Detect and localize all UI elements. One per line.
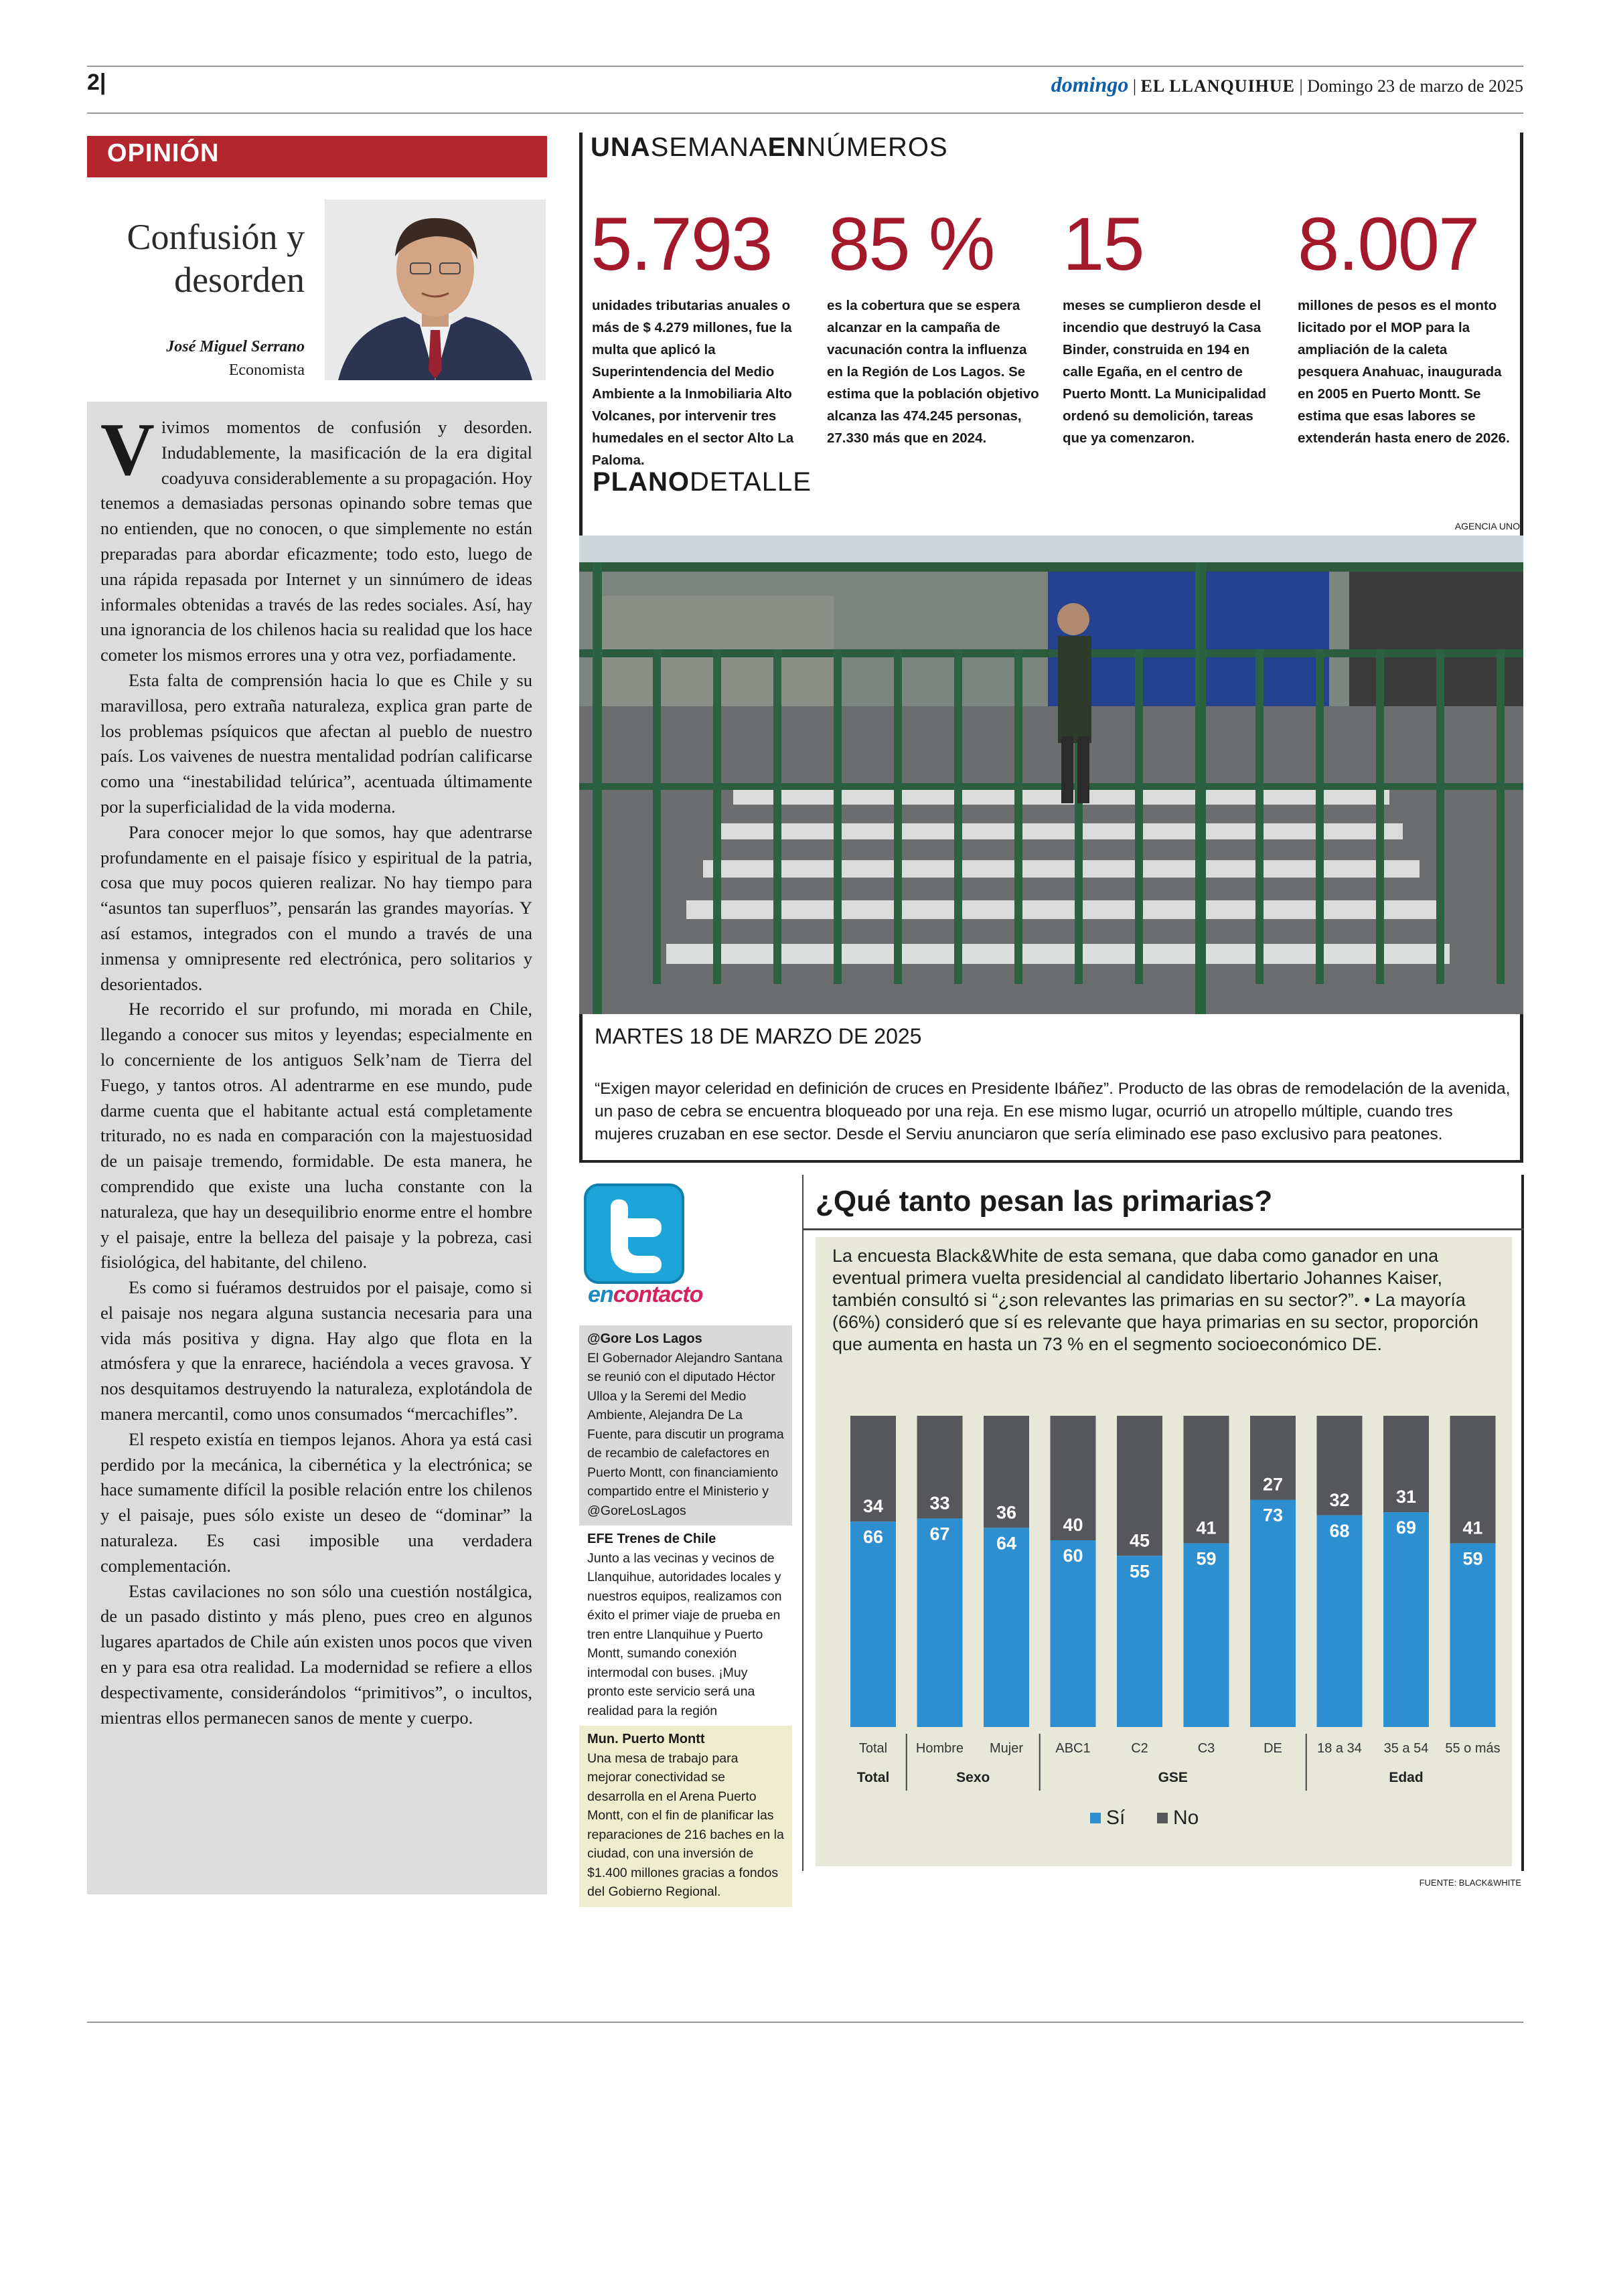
group-label: Edad [1389, 1770, 1424, 1785]
twitter-icon [584, 1183, 684, 1284]
brand-logo-text: domingo [1051, 72, 1129, 96]
contact-item [579, 1325, 792, 1526]
plano-detalle-title: PLANODETALLE [593, 467, 812, 497]
category-tick-label: C3 [1197, 1741, 1215, 1756]
bar-no-value-label: 32 [1329, 1489, 1350, 1510]
opinion-paragraph: Esta falta de comprensión hacia lo que es Chile y su maravillosa, pero extraña naturaleza, explica gran parte de los problemas psíquicos que afectan al pueblo de nuestro país. Los vaivenes de nuestra mentalidad podrían calificarse como una “inestabilidad telúrica”, acentuada últimamente por la superficialidad de la vida moderna. [100, 669, 532, 817]
chart-intro-text: La encuesta Black&White de esta semana, que daba como ganador en una eventual primera vuelta presidencial al candidato libertario Johannes Kaiser, también consultó si “¿son relevantes las primarias en su sector?”. • La mayoría (66%) consideró que sí es relevante que haya primarias en su sector, proporción que aumenta en hasta un 73 % en el segmento socioeconómico DE. [832, 1246, 1479, 1354]
opinion-body-panel [87, 402, 547, 1894]
twitter-t-glyph [587, 1186, 682, 1281]
bar-si-value-label: 59 [1196, 1548, 1217, 1569]
bar-si-value-label: 59 [1462, 1548, 1483, 1569]
opinion-title-line1: Confusión y [127, 217, 305, 257]
category-tick-label: 35 a 54 [1383, 1741, 1429, 1756]
contact-handle: EFE Trenes de Chile [587, 1532, 716, 1546]
en-contacto-title: encontacto [588, 1282, 703, 1307]
legend-swatch [1157, 1813, 1168, 1823]
stat-desc-1: unidades tributarias anuales o más de $ 4.279 millones, fue la multa que aplicó la Superintendencia del Medio Ambiente a la Inmobiliaria Alto Volcanes, por intervenir tres humedales en el sector Alto La Paloma. [592, 298, 794, 468]
stat-number-4: 8.007 [1298, 202, 1479, 286]
category-tick-label: Mujer [989, 1741, 1024, 1756]
header-top-rule [87, 66, 1523, 67]
contact-text: El Gobernador Alejandro Santana se reunió con el diputado Héctor Ulloa y la Seremi del Medio Ambiente, Alejandra De La Fuente, para discutir un programa de recambio de calefactores en Puerto Montt, con financiamiento compartido entre el Ministerio y @GoreLosLagos [587, 1350, 784, 1518]
opinion-paragraph: Para conocer mejor lo que somos, hay que adentrarse profundamente en el paisaje físico y espiritual de la patria, cosa que muy pocos quieren realizar. No hay tiempo para “asuntos tan superfluos”, pensarán las grandes mayorías. Y así estamos, integrados con el mundo a través de una inmensa y omnipresente red electrónica, pero solitarios y desorientados. [100, 821, 532, 994]
week-in-numbers-title: UNASEMANAENNÚMEROS [591, 133, 948, 162]
bar-si-segment [984, 1528, 1029, 1727]
opinion-author-role: Economista [228, 361, 305, 379]
bar-si-value-label: 60 [1063, 1546, 1083, 1566]
group-label: Sexo [956, 1770, 990, 1785]
category-tick-label: C2 [1131, 1741, 1148, 1756]
opinion-title-line2: desorden [174, 260, 305, 300]
group-label: GSE [1158, 1770, 1188, 1785]
newspaper-name: EL LLANQUIHUE [1140, 76, 1296, 96]
bar-si-value-label: 67 [929, 1524, 950, 1544]
bar-no-value-label: 41 [1196, 1518, 1217, 1538]
author-portrait [325, 199, 546, 380]
stat-desc-2: es la cobertura que se espera alcanzar en la campaña de vacunación contra la influenza en la Región de Los Lagos. Se estima que la población objetivo alcanza las 474.245 personas, 27.330 más que en 2024. [827, 298, 1039, 446]
contact-item [579, 1526, 792, 1726]
drop-cap: V [100, 408, 155, 491]
stat-number-2: 85 % [828, 202, 994, 286]
plano-detalle-date: MARTES 18 DE MARZO DE 2025 [595, 1024, 922, 1048]
author-portrait-illustration [325, 199, 546, 380]
header-separator: | [1132, 76, 1137, 96]
bar-si-value-label: 73 [1262, 1505, 1284, 1526]
street-crossing-photo [579, 536, 1523, 1014]
bar-si-value-label: 66 [862, 1527, 884, 1548]
primarias-bar-chart [816, 1399, 1512, 1854]
bar-si-segment [1450, 1544, 1496, 1727]
bar-no-value-label: 33 [929, 1493, 950, 1513]
chart-title: ¿Qué tanto pesan las primarias? [816, 1185, 1273, 1218]
bar-si-segment [850, 1522, 896, 1727]
legend-swatch [1090, 1813, 1101, 1823]
bar-si-value-label: 64 [996, 1533, 1017, 1554]
stat-desc-4: millones de pesos es el monto licitado por el MOP para la ampliación de la caleta pesquera Anahuac, inaugurada en 2005 en Puerto Montt. Se estima que esas labores se extenderán hasta enero de 2026. [1298, 298, 1510, 446]
bar-no-value-label: 34 [862, 1496, 884, 1517]
photo-credit: AGENCIA UNO [1454, 521, 1520, 531]
category-tick-label: 55 o más [1445, 1741, 1501, 1756]
opinion-paragraph: Es como si fuéramos destruidos por el paisaje, como si el paisaje nos negara alguna sustancia necesaria para una vida más positiva y digna. Hay algo que flota en la atmósfera y que la enrarece, haciéndola a veces gravosa. Y nos desquitamos destruyendo la naturaleza, explotándola de manera mercantil, como unos consumados “mercachifles”. [100, 1277, 532, 1424]
bar-si-segment [1250, 1500, 1296, 1727]
bar-no-value-label: 41 [1462, 1518, 1483, 1538]
category-tick-label: ABC1 [1055, 1741, 1091, 1756]
plano-detalle-caption: “Exigen mayor celeridad en definición de cruces en Presidente Ibáñez”. Producto de las obras de remodelación de la avenida, un paso de cebra se encuentra bloqueado por una reja. En ese mismo lugar, ocurrió un atropello múltiple, cuando tres mujeres cruzaban en ese sector. Desde el Serviu anunciaron que sería eliminado ese paso exclusivo para peatones. [595, 1080, 1511, 1143]
bar-no-value-label: 40 [1063, 1515, 1083, 1535]
street-crossing-illustration [579, 536, 1523, 1014]
bar-si-segment [1117, 1556, 1162, 1727]
header-bottom-rule [87, 112, 1523, 114]
bar-si-value-label: 69 [1395, 1518, 1417, 1538]
category-tick-label: Hombre [915, 1741, 964, 1756]
opinion-title [87, 216, 305, 301]
opinion-paragraph: Vivimos momentos de confusión y desorden. Indudablemente, la masificación de la era digital coadyuva considerablemente a su propagación. Hoy tenemos a demasiadas personas opinando sobre temas que no entienden, que no conocen, o que simplemente no están preparadas para abordar eficazmente; todo esto, luego de una rápida repasada por Internet y un sinnúmero de ideas informales obtenidas a través de las redes sociales. Así, hay una ignorancia de los chilenos hacia su realidad que los hace cometer los mismos errores una y otra vez, porfiadamente. [100, 408, 532, 665]
contact-handle: Mun. Puerto Montt [587, 1732, 705, 1746]
section-divider [579, 1160, 1523, 1163]
opinion-body-text [100, 408, 532, 1730]
bar-si-segment [1383, 1512, 1429, 1727]
bar-no-value-label: 31 [1395, 1487, 1417, 1507]
group-label: Total [856, 1770, 890, 1785]
chart-title-rule [802, 1228, 1524, 1230]
contact-item [579, 1726, 792, 1907]
bar-si-value-label: 55 [1129, 1561, 1150, 1582]
opinion-section-label: OPINIÓN [107, 139, 220, 167]
bar-si-segment [917, 1518, 963, 1727]
bar-no-value-label: 36 [996, 1502, 1017, 1523]
bar-si-segment [1051, 1540, 1096, 1727]
bar-si-value-label: 68 [1329, 1520, 1350, 1541]
legend-label: No [1173, 1807, 1199, 1829]
stat-number-3: 15 [1063, 202, 1144, 286]
category-tick-label: Total [858, 1741, 888, 1756]
en-contacto-list [579, 1325, 792, 1907]
category-tick-label: DE [1264, 1741, 1282, 1756]
contact-text: Junto a las vecinas y vecinos de Llanquihue, autoridades locales y nuestros equipos, realizamos con éxito el primer viaje de prueba en tren entre Llanquihue y Puerto Montt, sumando conexión intermodal con buses. ¡Muy pronto este servicio será una realidad para la región [587, 1550, 782, 1718]
bar-no-value-label: 27 [1262, 1474, 1284, 1495]
contact-handle: @Gore Los Lagos [587, 1331, 702, 1346]
chart-source: FUENTE: BLACK&WHITE [1419, 1878, 1521, 1888]
opinion-paragraph: El respeto existía en tiempos lejanos. Ahora ya está casi perdido por la mecánica, la cibernética y la electrónica; se hace sumamente difícil la posible relación entre los chilenos y el paisaje, pues sólo existe un deseo de “dominar” la naturaleza. Es casi imposible una verdadera complementación. [100, 1428, 532, 1576]
page-number: 2| [87, 70, 106, 95]
header-masthead [1051, 72, 1523, 97]
header-date: | Domingo 23 de marzo de 2025 [1299, 76, 1523, 96]
opinion-paragraph: He recorrido el sur profundo, mi morada en Chile, llegando a conocer sus mitos y leyendas; especialmente en lo concerniente de los antiguos Selk’nam de Tierra del Fuego, y tantos otros. Al adentrarme en ese mundo, pude darme cuenta que el habitante actual está completamente triturado, no es nada en comparación con la majestuosidad de un paisaje tremendo, formidable. De esta manera, he comprendido que existe una lucha constante con la naturaleza, que hay un desequilibrio enorme entre el hombre y el paisaje, entre la belleza del paisaje y la pobreza, casi fisiológica, del habitante, del chileno. [100, 999, 532, 1273]
bar-si-segment [1184, 1544, 1229, 1727]
legend-label: Sí [1106, 1807, 1126, 1829]
bar-si-segment [1317, 1515, 1363, 1727]
category-tick-label: 18 a 34 [1317, 1741, 1362, 1756]
opinion-paragraph: Estas cavilaciones no son sólo una cuestión nostálgica, de un pasado distinto y más pleno, pues creo en algunos lugares apartados de Chile aún existen unos pocos que viven en y para esa otra realidad. La modernidad se refiere a ellos despectivamente, considerándolos “primitivos”, o incultos, mientras ellos permanecen sanos de mente y cuerpo. [100, 1580, 532, 1728]
bar-no-value-label: 45 [1129, 1530, 1150, 1551]
stat-number-1: 5.793 [591, 202, 772, 286]
page-bottom-rule [87, 2022, 1523, 2023]
opinion-author: José Miguel Serrano [166, 338, 305, 355]
contact-text: Una mesa de trabajo para mejorar conectividad se desarrolla en el Arena Puerto Montt, con el fin de planificar las reparaciones de 216 baches en la ciudad, con una inversión de $1.400 millones gracias a fondos del Gobierno Regional. [587, 1750, 784, 1899]
stat-desc-3: meses se cumplieron desde el incendio que destruyó la Casa Binder, construida en 194 en calle Egaña, en el centro de Puerto Montt. La Municipalidad ordenó su demolición, tareas que ya comenzaron. [1063, 298, 1267, 446]
